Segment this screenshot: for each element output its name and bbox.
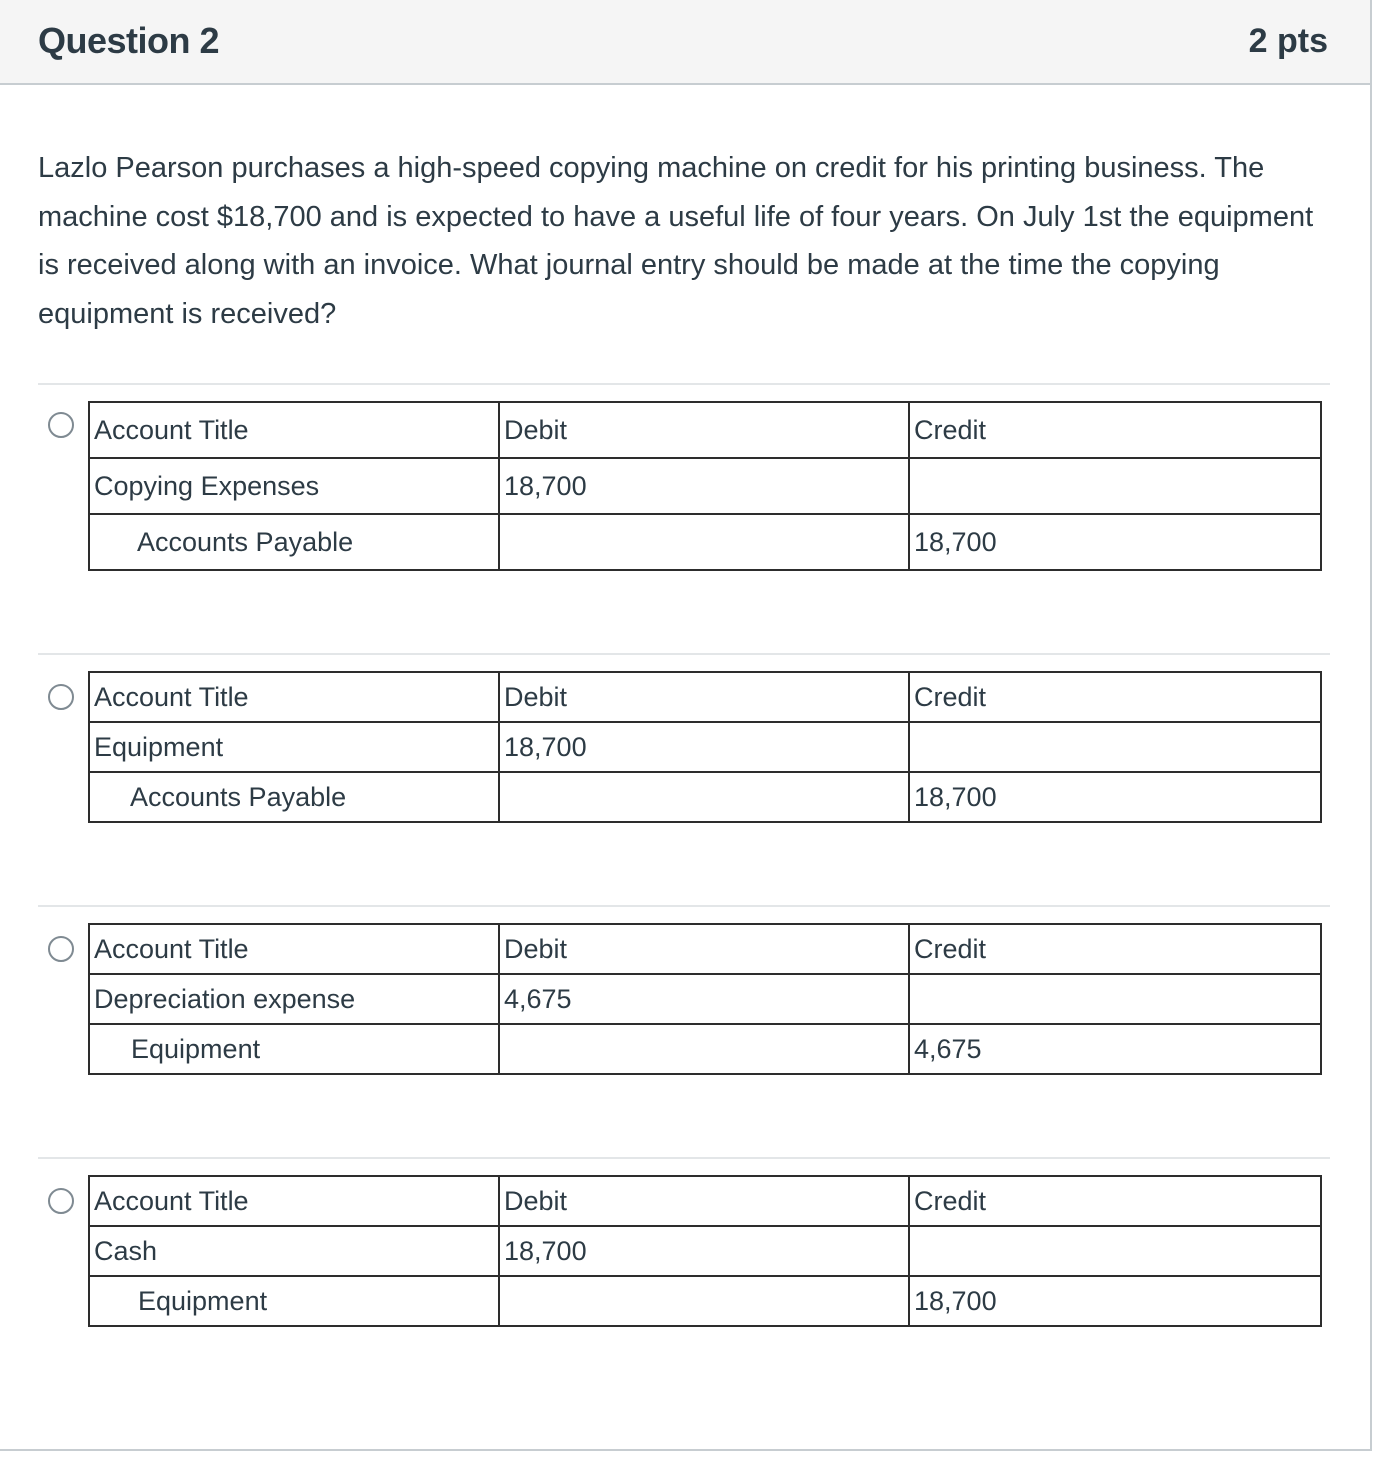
header-debit: Debit: [499, 402, 909, 458]
debit-row: [89, 722, 1321, 772]
credit-row: [89, 772, 1321, 822]
credit-row-debit: [499, 1276, 909, 1326]
answer-option-4[interactable]: [38, 1157, 1330, 1409]
credit-account: Accounts Payable: [89, 772, 499, 822]
journal-entry-table: [88, 1175, 1322, 1327]
debit-account: Equipment: [89, 722, 499, 772]
header-account-title: Account Title: [89, 672, 499, 722]
credit-row-debit: [499, 514, 909, 570]
debit-row-credit: [909, 722, 1321, 772]
debit-account: Cash: [89, 1226, 499, 1276]
debit-amount: 18,700: [499, 458, 909, 514]
table-header-row: [89, 1176, 1321, 1226]
header-credit: Credit: [909, 672, 1321, 722]
credit-amount: 18,700: [909, 772, 1321, 822]
question-text: Lazlo Pearson purchases a high-speed copying machine on credit for his printing business. The machine cost $18,700 and is expected to have a useful life of four years. On July 1st the equipment is received along with an invoice. What journal entry should be made at the time the copying equipment is received?: [38, 152, 1314, 330]
header-credit: Credit: [909, 402, 1321, 458]
question-title: Question 2: [38, 20, 220, 61]
credit-amount: 18,700: [909, 1276, 1321, 1326]
header-debit: Debit: [499, 924, 909, 974]
header-account-title: Account Title: [89, 402, 499, 458]
question-points: 2 pts: [1248, 22, 1328, 60]
credit-row-debit: [499, 1024, 909, 1074]
answer-option-1[interactable]: [38, 383, 1330, 653]
table-header-row: [89, 402, 1321, 458]
journal-entry-table: [88, 923, 1322, 1075]
radio-button[interactable]: [48, 684, 74, 710]
credit-row-debit: [499, 772, 909, 822]
credit-row: [89, 1024, 1321, 1074]
header-debit: Debit: [499, 672, 909, 722]
debit-row: [89, 458, 1321, 514]
credit-row: [89, 514, 1321, 570]
debit-row-credit: [909, 1226, 1321, 1276]
journal-entry-table: [88, 671, 1322, 823]
debit-amount: 18,700: [499, 1226, 909, 1276]
table-header-row: [89, 672, 1321, 722]
credit-amount: 4,675: [909, 1024, 1321, 1074]
question-header: [0, 0, 1370, 85]
header-account-title: Account Title: [89, 924, 499, 974]
debit-account: Depreciation expense: [89, 974, 499, 1024]
radio-button[interactable]: [48, 412, 74, 438]
journal-entry-table: [88, 401, 1322, 571]
credit-account: Equipment: [89, 1276, 499, 1326]
radio-button[interactable]: [48, 1188, 74, 1214]
header-credit: Credit: [909, 1176, 1321, 1226]
radio-button[interactable]: [48, 936, 74, 962]
debit-amount: 18,700: [499, 722, 909, 772]
answer-option-2[interactable]: [38, 653, 1330, 905]
answer-option-3[interactable]: [38, 905, 1330, 1157]
debit-row-credit: [909, 974, 1321, 1024]
credit-account: Equipment: [89, 1024, 499, 1074]
credit-row: [89, 1276, 1321, 1326]
header-debit: Debit: [499, 1176, 909, 1226]
credit-account: Accounts Payable: [89, 514, 499, 570]
debit-account: Copying Expenses: [89, 458, 499, 514]
debit-row: [89, 1226, 1321, 1276]
debit-row-credit: [909, 458, 1321, 514]
debit-amount: 4,675: [499, 974, 909, 1024]
header-credit: Credit: [909, 924, 1321, 974]
debit-row: [89, 974, 1321, 1024]
table-header-row: [89, 924, 1321, 974]
credit-amount: 18,700: [909, 514, 1321, 570]
header-account-title: Account Title: [89, 1176, 499, 1226]
